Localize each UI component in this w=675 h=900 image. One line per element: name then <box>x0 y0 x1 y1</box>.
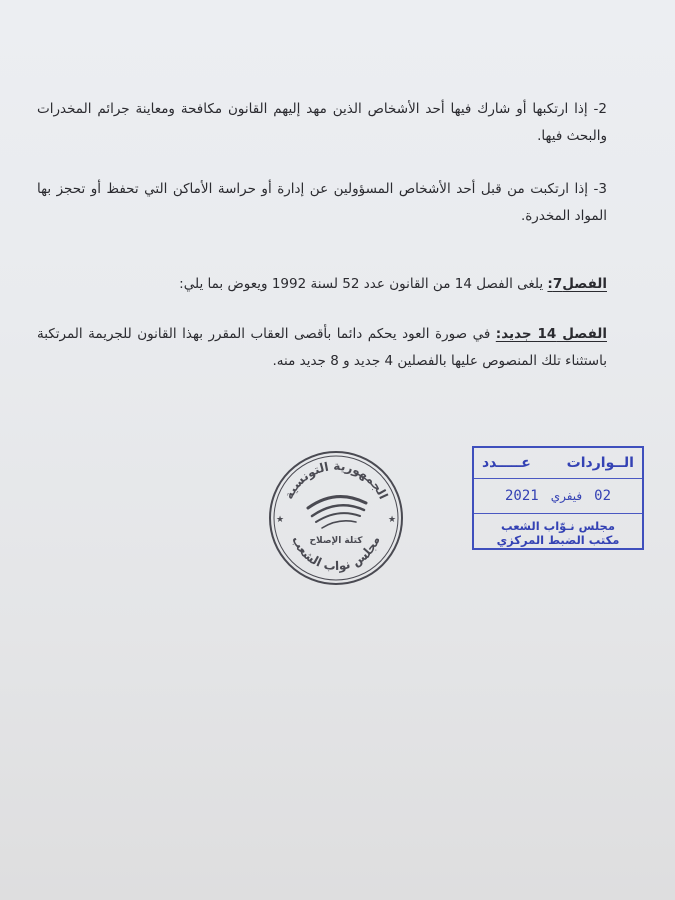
parliament-bloc-seal <box>266 448 406 588</box>
chapter-7-heading: الفصل7: <box>547 275 607 292</box>
seal-outer-text: الجمهورية التونسية <box>281 458 391 502</box>
chapter-14-text: في صورة العود يحكم دائما بأقصى العقاب المقرر بهذا القانون للجريمة المرتكبة باستثناء تلك المنصوص عليها بالفصلين 4 جديد و 8 جديد منه. <box>37 325 607 369</box>
seal-center-text: كتلة الإصلاح <box>309 536 363 546</box>
stamp-org-line2: مكتب الضبط المركزي <box>496 533 620 547</box>
stamp-label: الــواردات <box>566 455 634 471</box>
stamp-org-line1: مجلس نـوّاب الشعب <box>501 519 615 533</box>
chapter-14-paragraph <box>37 321 607 375</box>
chapter-7-paragraph <box>37 271 607 298</box>
registry-stamp <box>472 446 644 550</box>
stamp-date-row <box>474 479 642 514</box>
star-icon: ★ <box>275 515 285 525</box>
stamp-org-row <box>474 514 642 547</box>
list-item-2: 2- إذا ارتكبها أو شارك فيها أحد الأشخاص الذين مهد إليهم القانون مكافحة ومعاينة جرائم المخدرات والبحث فيها. <box>37 100 607 144</box>
chapter-14-heading: الفصل 14 جديد: <box>495 325 607 342</box>
crescent-emblem-icon <box>308 497 366 528</box>
stamp-year: 2021 <box>504 488 539 504</box>
list-item-3: 3- إذا ارتكبت من قبل أحد الأشخاص المسؤولين عن إدارة أو حراسة الأماكن التي تحفظ أو تحجز بها المواد المخدرة. <box>37 180 607 224</box>
star-icon: ★ <box>387 515 397 525</box>
chapter-7-text: يلغى الفصل 14 من القانون عدد 52 لسنة 1992 ويعوض بما يلي: <box>179 275 548 292</box>
stamp-day: 02 <box>594 488 612 504</box>
stamp-number-label: عـــــدد <box>482 455 531 471</box>
stamp-header-row <box>474 448 642 479</box>
stamp-month: فيفري <box>550 489 583 503</box>
seal-bottom-text: مجلس نواب الشعب <box>289 533 383 574</box>
